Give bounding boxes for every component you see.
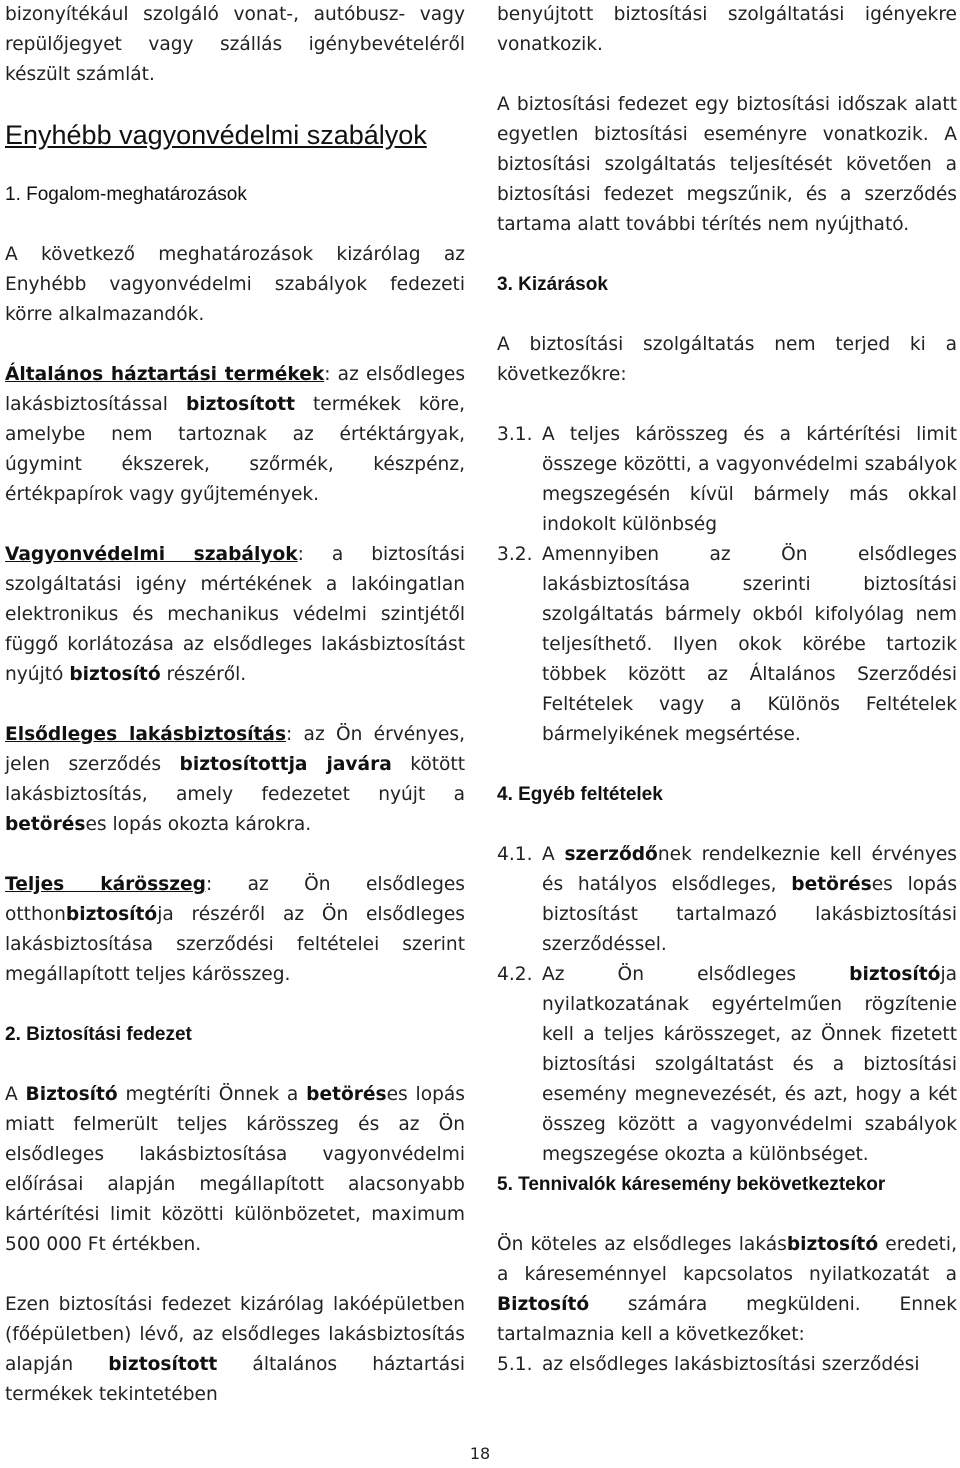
definition-household-products: Általános háztartási termékek: az elsődleges lakásbiztosítással biztosított termékek köre, amelybe nem tartoznak az értéktárgyak, úgymint ékszerek, szőrmék, készpénz, értékpapírok vagy gyűjtemények. [5,364,466,505]
list-item-number: 4.2. [497,964,533,985]
definition-total-loss: Teljes kárösszeg: az Ön elsődleges otthonbiztosítója részéről az Ön elsődleges lakásbiztosítása szerződési feltételei szerint megállapított teljes kárösszeg. [5,874,465,985]
coverage-period-paragraph: A biztosítási fedezet egy biztosítási időszak alatt egyetlen biztosítási eseményre vonatkozik. A biztosítási szolgáltatás teljesítését követően a biztosítási fedezet megszűnik, és a szerződés tartama alatt további térítés nem nyújtható. [497,94,957,235]
right-column [497,0,957,1380]
section-1-heading: 1. Fogalom-meghatározások [5,184,247,205]
section-3-heading: 3. Kizárások [497,274,608,295]
list-item [497,1350,957,1380]
section-5-heading: 5. Tennivalók káresemény bekövetkeztekor [497,1174,886,1195]
list-item-number: 3.1. [497,424,533,445]
list-item-text: Amennyiben az Ön elsődleges lakásbiztosítása szerinti biztosítási szolgáltatás bármely okból kifolyólag nem teljesíthető. Ilyen okok körébe tartozik többek között az Általános Szerződési Feltételek vagy a Különös Feltételek bármelyikének megsértése. [542,544,957,745]
section-1-intro: A következő meghatározások kizárólag az Enyhébb vagyonvédelmi szabályok fedezeti körre alkalmazandók. [5,244,465,325]
list-item: 4.1. A szerződőnek rendelkeznie kell érvényes és hatályos elsődleges, betöréses lopás biztosítást tartalmazó lakásbiztosítási szerződéssel. [497,840,957,960]
section-5-paragraph: Ön köteles az elsődleges lakásbiztosító eredeti, a káreseménnyel kapcsolatos nyilatkozatát a Biztosító számára megküldeni. Ennek tartalmaznia kell a következőket: [497,1234,957,1345]
list-item-number: 3.2. [497,544,533,565]
section-3-intro: A biztosítási szolgáltatás nem terjed ki a következőkre: [497,334,957,385]
definition-primary-home-insurance: Elsődleges lakásbiztosítás: az Ön érvényes, jelen szerződés biztosítottja javára kötött lakásbiztosítás, amely fedezetet nyújt a betöréses lopás okozta károkra. [5,724,465,835]
list-item: 4.2. Az Ön elsődleges biztosítója nyilatkozatának egyértelműen rögzítenie kell a teljes kárösszeget, az Önnek fizetett biztosítási szolgáltatást és a biztosítási esemény megnevezését, és azt, hogy a két összeg között a vagyonvédelmi szabályok megszegése okozta a különbséget. [497,960,957,1170]
section-2-paragraph-2: Ezen biztosítási fedezet kizárólag lakóépületben (főépületben) lévő, az elsődleges lakásbiztosítás alapján biztosított általános háztartási termékek tekintetében [5,1294,466,1405]
list-item-number: 4.1. [497,844,533,865]
list-item-text: A teljes kárösszeg és a kártérítési limit összege közötti, a vagyonvédelmi szabályok megszegésén kívül bármely más okkal indokolt különbség [542,424,957,535]
exclusions-list [497,420,957,750]
intro-tail-paragraph: bizonyítékául szolgáló vonat-, autóbusz- vagy repülőjegyet vagy szállás igénybevételéről készült számlát. [5,4,465,85]
list-item-text: az elsődleges lakásbiztosítási szerződési [542,1354,920,1375]
definition-term: Teljes kárösszeg [5,874,206,895]
list-item [497,540,957,750]
definition-security-rules: Vagyonvédelmi szabályok: a biztosítási szolgáltatási igény mértékének a lakóingatlan elektronikus és mechanikus védelmi szintjétől függő korlátozása az elsődleges lakásbiztosítást nyújtó biztosító részéről. [5,544,465,685]
other-conditions-list [497,840,957,1170]
list-item-number: 5.1. [497,1354,533,1375]
section-2-paragraph-1: A Biztosító megtéríti Önnek a betöréses lopás miatt felmerült teljes kárösszeg és az Ön elsődleges lakásbiztosítása vagyonvédelmi előírásai alapján megállapított alacsonyabb kártérítési limit közötti különbözetet, maximum 500 000 Ft értékben. [5,1084,465,1255]
left-column [5,0,465,1410]
list-item [497,420,957,540]
coverage-continuation: benyújtott biztosítási szolgáltatási igényekre vonatkozik. [497,4,957,55]
definition-term: Vagyonvédelmi szabályok [5,544,298,565]
definition-term: Általános háztartási termékek [5,364,325,385]
to-do-list [497,1350,957,1380]
section-4-heading: 4. Egyéb feltételek [497,784,663,805]
section-title: Enyhébb vagyonvédelmi szabályok [5,120,427,150]
section-2-heading: 2. Biztosítási fedezet [5,1024,192,1045]
page-number: 18 [469,1444,491,1463]
definition-term: Elsődleges lakásbiztosítás [5,724,287,745]
